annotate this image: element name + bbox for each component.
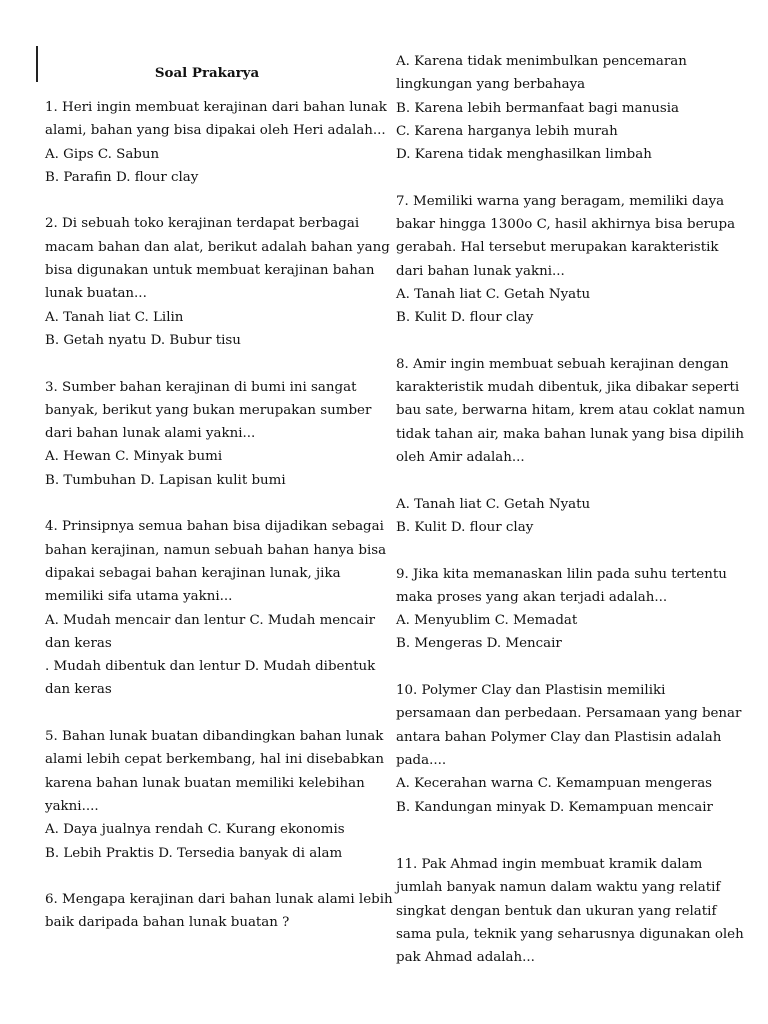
- question-line: 9. Jika kita memanaskan lilin pada suhu tertentu: [396, 566, 727, 582]
- question-line: pada....: [396, 752, 447, 768]
- margin-mark: [36, 46, 38, 82]
- question-line: banyak, berikut yang bukan merupakan sumber: [45, 402, 372, 418]
- option-line: B. Kulit D. flour clay: [396, 519, 534, 535]
- question-line: lunak buatan...: [45, 286, 147, 302]
- option-line: A. Hewan C. Minyak bumi: [45, 449, 223, 465]
- question-1: [45, 96, 387, 189]
- question-line: 11. Pak Ahmad ingin membuat kramik dalam: [396, 857, 703, 873]
- option-line: B. Tumbuhan D. Lapisan kulit bumi: [45, 472, 286, 488]
- option-line: . Mudah dibentuk dan lentur D. Mudah dibentuk: [45, 659, 376, 675]
- option-line: B. Kulit D. flour clay: [396, 310, 534, 326]
- question-line: 2. Di sebuah toko kerajinan terdapat berbagai: [45, 216, 360, 232]
- question-line: 5. Bahan lunak buatan dibandingkan bahan lunak: [45, 729, 384, 745]
- question-8-options: [396, 493, 736, 540]
- question-line: memiliki sifa utama yakni...: [45, 589, 233, 605]
- question-line: baik daripada bahan lunak buatan ?: [45, 915, 290, 931]
- question-line: tidak tahan air, maka bahan lunak yang bisa dipilih: [396, 426, 744, 442]
- question-line: dari bahan lunak alami yakni...: [45, 426, 256, 442]
- question-line: bau sate, berwarna hitam, krem atau coklat namun: [396, 403, 745, 419]
- option-line: B. Lebih Praktis D. Tersedia banyak di alam: [45, 845, 343, 861]
- option-line: lingkungan yang berbahaya: [396, 77, 586, 93]
- question-line: 1. Heri ingin membuat kerajinan dari bahan lunak: [45, 100, 387, 115]
- question-6-options: [396, 50, 736, 166]
- question-line: 7. Memiliki warna yang beragam, memiliki daya: [396, 193, 725, 209]
- option-line: A. Gips C. Sabun: [45, 146, 160, 162]
- question-line: alami lebih cepat berkembang, hal ini disebabkan: [45, 752, 385, 768]
- question-line: oleh Amir adalah...: [396, 450, 525, 466]
- question-line: sama pula, teknik yang seharusnya digunakan oleh: [396, 926, 744, 942]
- question-line: singkat dengan bentuk dan ukuran yang relatif: [396, 903, 717, 919]
- question-line: alami, bahan yang bisa dipakai oleh Heri adalah...: [45, 123, 386, 139]
- option-line: B. Karena lebih bermanfaat bagi manusia: [396, 100, 679, 116]
- question-line: 8. Amir ingin membuat sebuah kerajinan dengan: [396, 356, 729, 372]
- question-line: dipakai sebagai bahan kerajinan lunak, jika: [45, 565, 341, 581]
- left-column: [45, 50, 393, 958]
- question-line: gerabah. Hal tersebut merupakan karakteristik: [396, 240, 719, 256]
- question-10: [396, 679, 742, 819]
- right-column: [396, 50, 745, 993]
- question-line: 3. Sumber bahan kerajinan di bumi ini sangat: [45, 379, 357, 395]
- option-line: A. Daya jualnya rendah C. Kurang ekonomis: [45, 822, 345, 838]
- question-7: [396, 190, 736, 330]
- option-line: A. Tanah liat C. Getah Nyatu: [396, 496, 591, 512]
- question-line: pak Ahmad adalah...: [396, 950, 535, 966]
- question-6: [45, 888, 393, 935]
- option-line: A. Menyublim C. Memadat: [396, 613, 578, 629]
- option-line: dan keras: [45, 682, 112, 698]
- question-line: antara bahan Polymer Clay dan Plastisin adalah: [396, 729, 722, 745]
- question-line: bisa digunakan untuk membuat kerajinan bahan: [45, 263, 375, 279]
- question-line: maka proses yang akan terjadi adalah...: [396, 589, 668, 605]
- question-line: 6. Mengapa kerajinan dari bahan lunak alami lebih: [45, 892, 393, 908]
- option-line: B. Kandungan minyak D. Kemampuan mencair: [396, 799, 713, 815]
- question-3: [45, 376, 375, 492]
- question-line: persamaan dan perbedaan. Persamaan yang benar: [396, 706, 742, 722]
- option-line: A. Kecerahan warna C. Kemampuan mengeras: [396, 776, 713, 792]
- option-line: A. Karena tidak menimbulkan pencemaran: [396, 54, 687, 69]
- question-11: [396, 853, 744, 969]
- question-line: karakteristik mudah dibentuk, jika dibakar seperti: [396, 380, 740, 396]
- option-line: dan keras: [45, 635, 112, 651]
- question-line: 4. Prinsipnya semua bahan bisa dijadikan sebagai: [45, 519, 384, 535]
- question-line: karena bahan lunak buatan memiliki kelebihan: [45, 775, 365, 791]
- question-5: [45, 725, 385, 865]
- question-4: [45, 515, 387, 701]
- question-line: bahan kerajinan, namun sebuah bahan hanya bisa: [45, 542, 387, 558]
- question-line: bakar hingga 1300o C, hasil akhirnya bisa berupa: [396, 217, 736, 233]
- question-2: [45, 212, 390, 352]
- option-line: A. Tanah liat C. Getah Nyatu: [396, 286, 591, 302]
- option-line: D. Karena tidak menghasilkan limbah: [396, 147, 652, 163]
- page-title: Soal Prakarya: [154, 65, 260, 81]
- question-line: 10. Polymer Clay dan Plastisin memiliki: [396, 683, 666, 699]
- option-line: A. Tanah liat C. Lilin: [45, 309, 184, 325]
- question-line: dari bahan lunak yakni...: [396, 263, 565, 279]
- question-8: [396, 353, 745, 469]
- question-line: jumlah banyak namun dalam waktu yang relatif: [396, 880, 721, 896]
- question-line: yakni....: [45, 798, 99, 814]
- spacer: [396, 842, 736, 853]
- option-line: B. Getah nyatu D. Bubur tisu: [45, 332, 241, 348]
- option-line: C. Karena harganya lebih murah: [396, 123, 618, 139]
- question-9: [396, 563, 736, 656]
- question-line: macam bahan dan alat, berikut adalah bahan yang: [45, 239, 390, 255]
- option-line: A. Mudah mencair dan lentur C. Mudah mencair: [45, 612, 376, 628]
- option-line: B. Mengeras D. Mencair: [396, 636, 562, 652]
- option-line: B. Parafin D. flour clay: [45, 169, 199, 185]
